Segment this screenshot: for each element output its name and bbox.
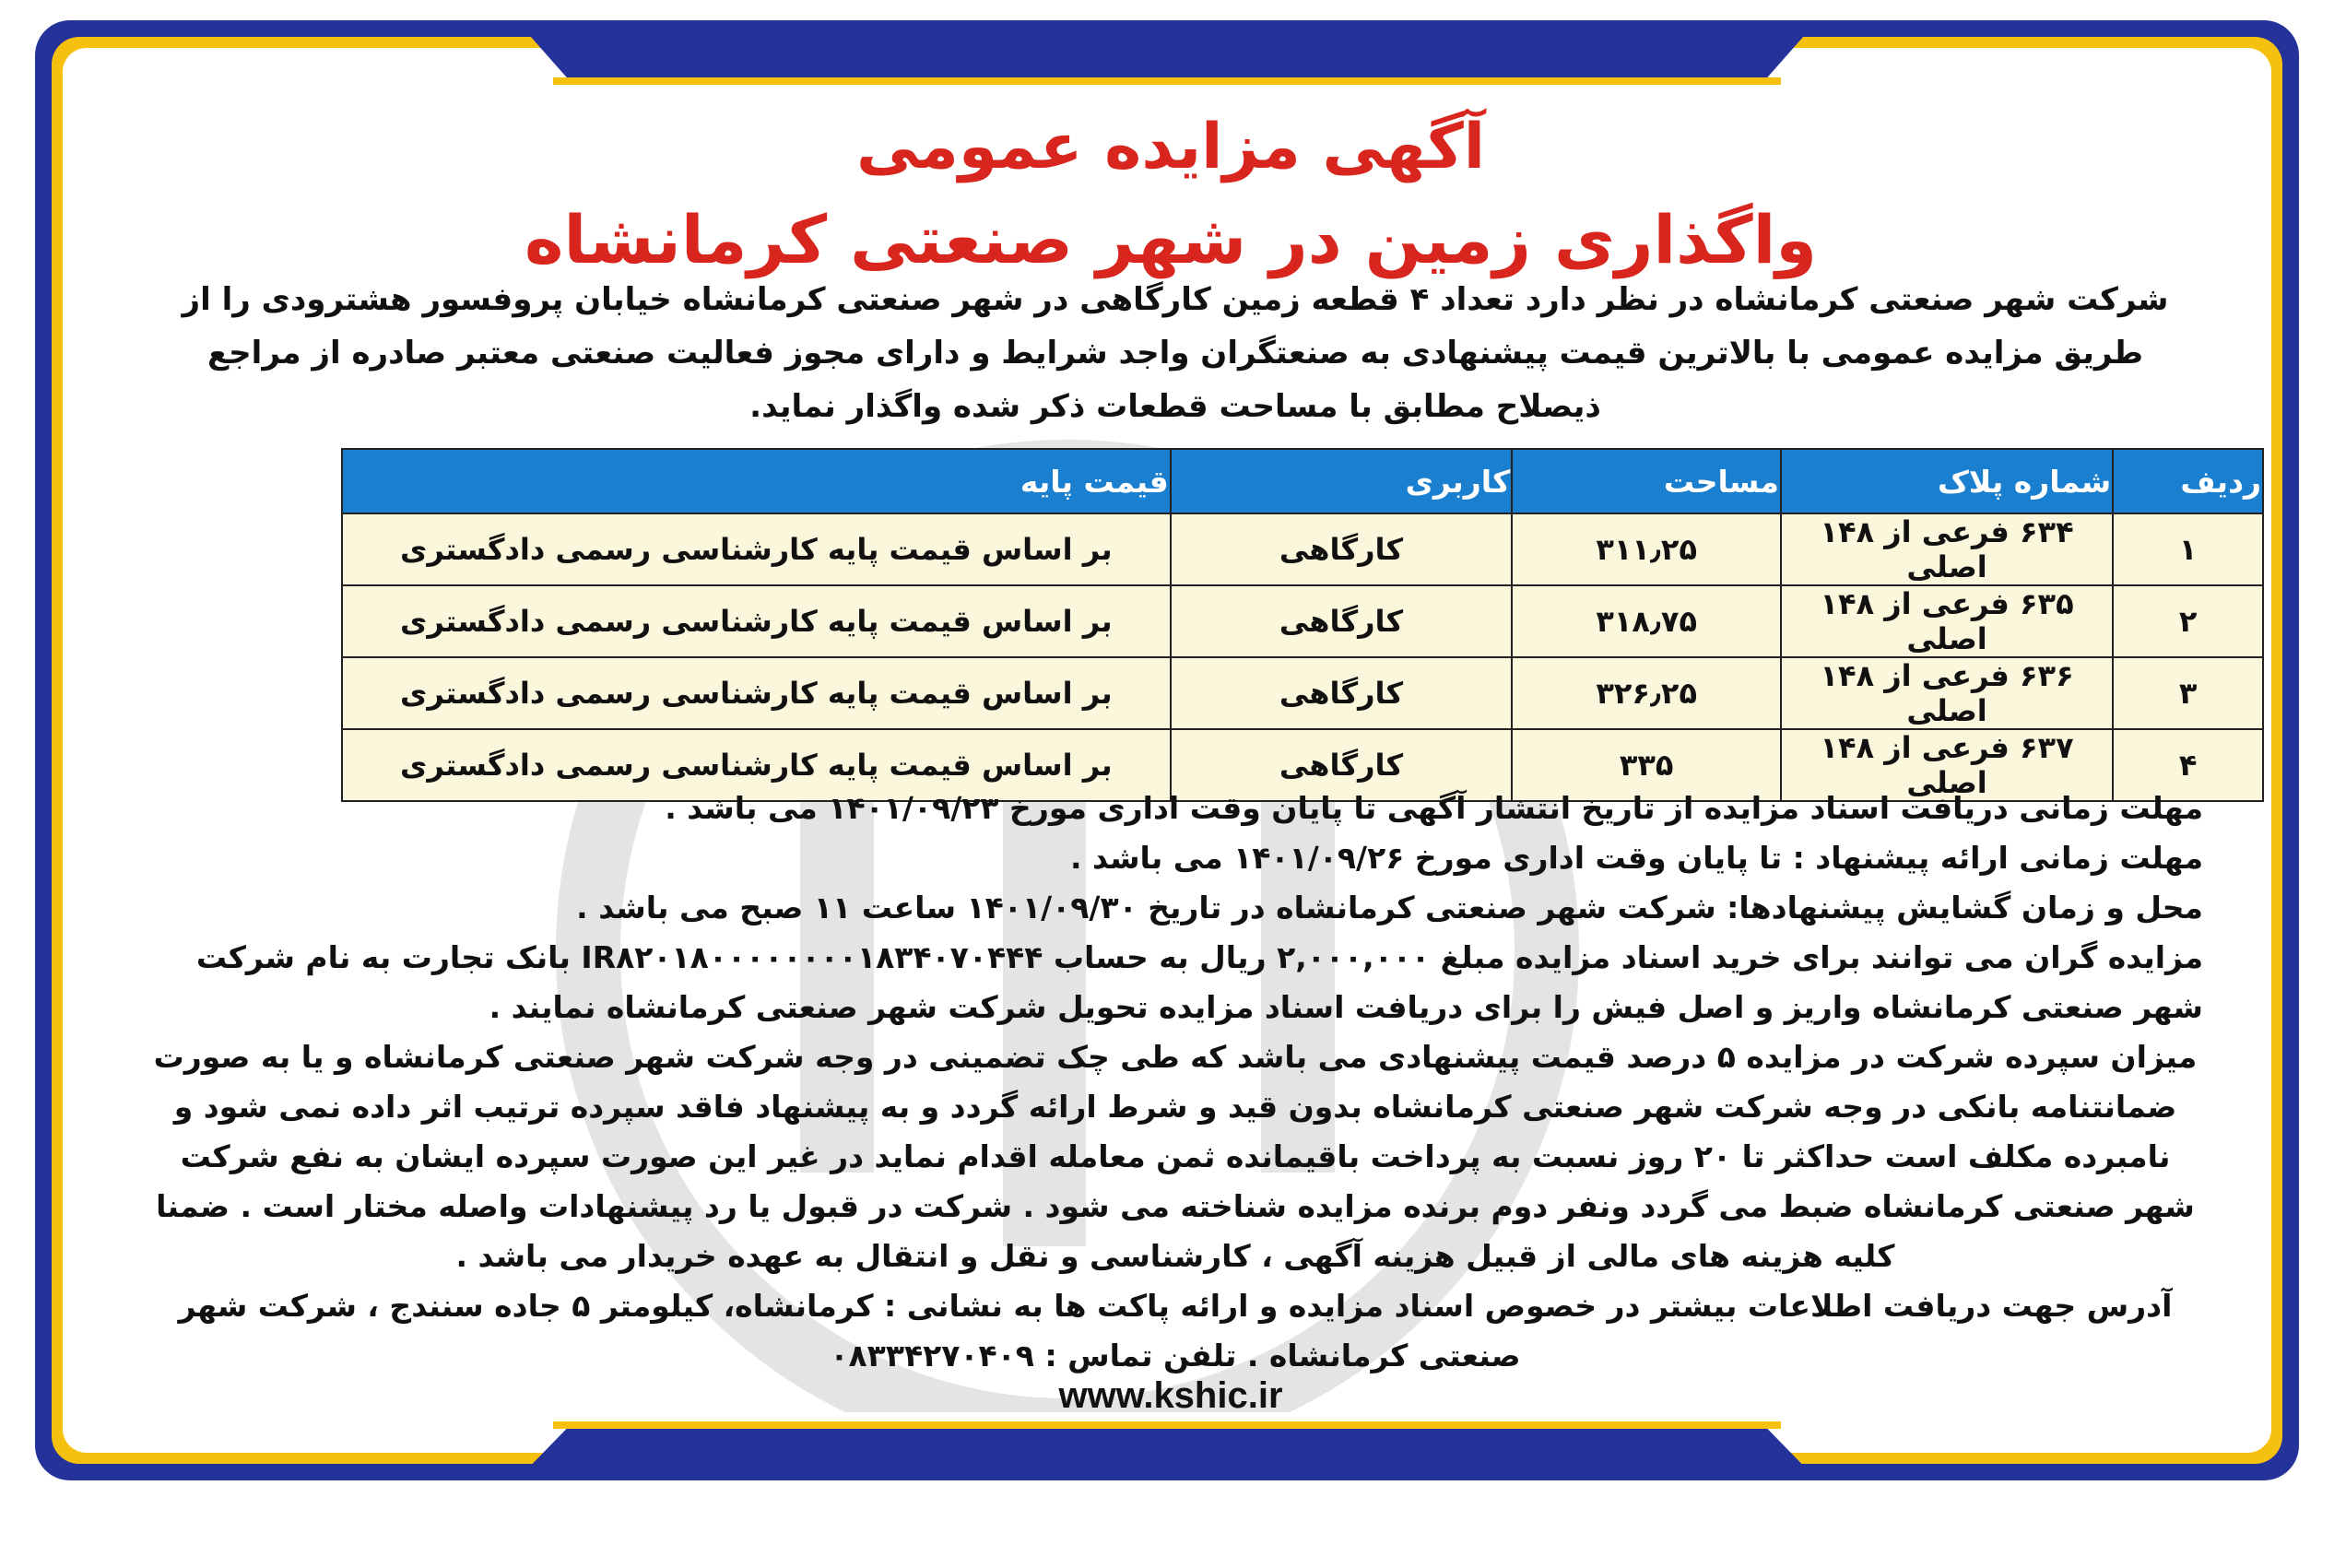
table-row [342, 657, 2263, 729]
cell-plate: ۶۳۷ فرعی از ۱۴۸ اصلی [1781, 729, 2113, 801]
cell-price: بر اساس قیمت پایه کارشناسی رسمی دادگستری [342, 585, 1171, 657]
announcement-subtitle: واگذاری زمین در شهر صنعتی کرمانشاه [524, 201, 1818, 278]
cell-use: کارگاهی [1171, 729, 1513, 801]
cell-use: کارگاهی [1171, 513, 1513, 585]
cell-row-number: ۱ [2113, 513, 2263, 585]
top-tab-gold-line [553, 77, 1781, 85]
cell-area: ۳۳۵ [1512, 729, 1781, 801]
header-plate: شماره پلاک [1781, 449, 2113, 513]
deadline-offers-text: مهلت زمانی ارائه پیشنهاد : تا پایان وقت اداری مورخ ۱۴۰۱/۰۹/۲۶ می باشد . [1070, 840, 2203, 876]
cell-row-number: ۳ [2113, 657, 2263, 729]
table-header-row [342, 449, 2263, 513]
header-use: کاربری [1171, 449, 1513, 513]
header-area: مساحت [1512, 449, 1781, 513]
cell-plate: ۶۳۴ فرعی از ۱۴۸ اصلی [1781, 513, 2113, 585]
cell-plate: ۶۳۶ فرعی از ۱۴۸ اصلی [1781, 657, 2113, 729]
announcement-content [138, 92, 2261, 1438]
table-row [342, 513, 2263, 585]
lots-table [341, 448, 2264, 802]
cell-price: بر اساس قیمت پایه کارشناسی رسمی دادگستری [342, 657, 1171, 729]
cell-plate: ۶۳۵ فرعی از ۱۴۸ اصلی [1781, 585, 2113, 657]
cell-row-number: ۴ [2113, 729, 2263, 801]
top-tab-decoration [516, 20, 1818, 79]
cell-row-number: ۲ [2113, 585, 2263, 657]
opening-text: محل و زمان گشایش پیشنهادها: شرکت شهر صنعتی کرمانشاه در تاریخ ۱۴۰۱/۰۹/۳۰ ساعت ۱۱ صبح می باشد . [576, 890, 2203, 925]
cell-price: بر اساس قیمت پایه کارشناسی رسمی دادگستری [342, 513, 1171, 585]
announcement-body [147, 784, 2203, 1381]
cell-area: ۳۱۸٫۷۵ [1512, 585, 1781, 657]
header-price: قیمت پایه [342, 449, 1171, 513]
cell-use: کارگاهی [1171, 657, 1513, 729]
cell-area: ۳۱۱٫۲۵ [1512, 513, 1781, 585]
table-row [342, 585, 2263, 657]
cell-price: بر اساس قیمت پایه کارشناسی رسمی دادگستری [342, 729, 1171, 801]
website-link[interactable]: www.kshic.ir [1058, 1375, 1283, 1416]
header-row-number: ردیف [2113, 449, 2263, 513]
cell-area: ۳۲۶٫۲۵ [1512, 657, 1781, 729]
address-text: آدرس جهت دریافت اطلاعات بیشتر در خصوص اسناد مزایده و ارائه پاکت ها به نشانی : کرمانشاه، کیلومتر ۵ جاده سنندج ، شرکت شهر صنعتی کرمانشاه . تلفن تماس : ۰۸۳۳۴۲۷۰۴۰۹ [178, 1288, 2173, 1373]
announcement-title: آگهی مزایده عمومی [855, 111, 1486, 183]
payment-text: مزایده گران می توانند برای خرید اسناد مزایده مبلغ ۲,۰۰۰,۰۰۰ ریال به حساب IR۸۲۰۱۸۰۰۰۰۰۰۰۰۱۸۳۴۰۷۰۴۴۴ بانک تجارت به نام شرکت شهر صنعتی کرمانشاه واریز و اصل فیش را برای دریافت اسناد مزایده تحویل شرکت شهر صنعتی کرمانشاه نمایند . [195, 939, 2203, 1025]
deposit-text: میزان سپرده شرکت در مزایده ۵ درصد قیمت پیشنهادی می باشد که طی چک تضمینی در وجه شرکت شهر صنعتی کرمانشاه و یا به صورت ضمانتنامه بانکی در وجه شرکت شهر صنعتی کرمانشاه بدون قید و شرط ارائه گردد و به پیشنهاد فاقد سپرده ترتیب اثر داده نمی شود و نامبرده مکلف است حداکثر تا ۲۰ روز نسبت به پرداخت باقیمانده ثمن معامله اقدام نماید در غیر این صورت سپرده ایشان به نفع شرکت شهر صنعتی کرمانشاه ضبط می گردد ونفر دوم برنده مزایده شناخته می شود . شرکت در قبول یا رد پیشنهادات واصله مختار است . ضمنا کلیه هزینه های مالی از قبیل هزینه آگهی ، کارشناسی و نقل و انتقال به عهده خریدار می باشد . [153, 1039, 2198, 1274]
deadline-docs-text: مهلت زمانی دریافت اسناد مزایده از تاریخ انتشار آگهی تا پایان وقت اداری مورخ ۱۴۰۱/۰۹/۲۳ می باشد . [665, 790, 2203, 826]
cell-use: کارگاهی [1171, 585, 1513, 657]
intro-paragraph: شرکت شهر صنعتی کرمانشاه در نظر دارد تعداد ۴ قطعه زمین کارگاهی در شهر صنعتی کرمانشاه خیابان پروفسور هشترودی را از طریق مزایده عمومی با بالاترین قیمت پیشنهادی به صنعتگران واجد شرایط و دارای مجوز فعالیت صنعتی معتبر صادره از مراجع ذیصلاح مطابق با مساحت قطعات ذکر شده واگذار نماید. [182, 281, 2169, 425]
